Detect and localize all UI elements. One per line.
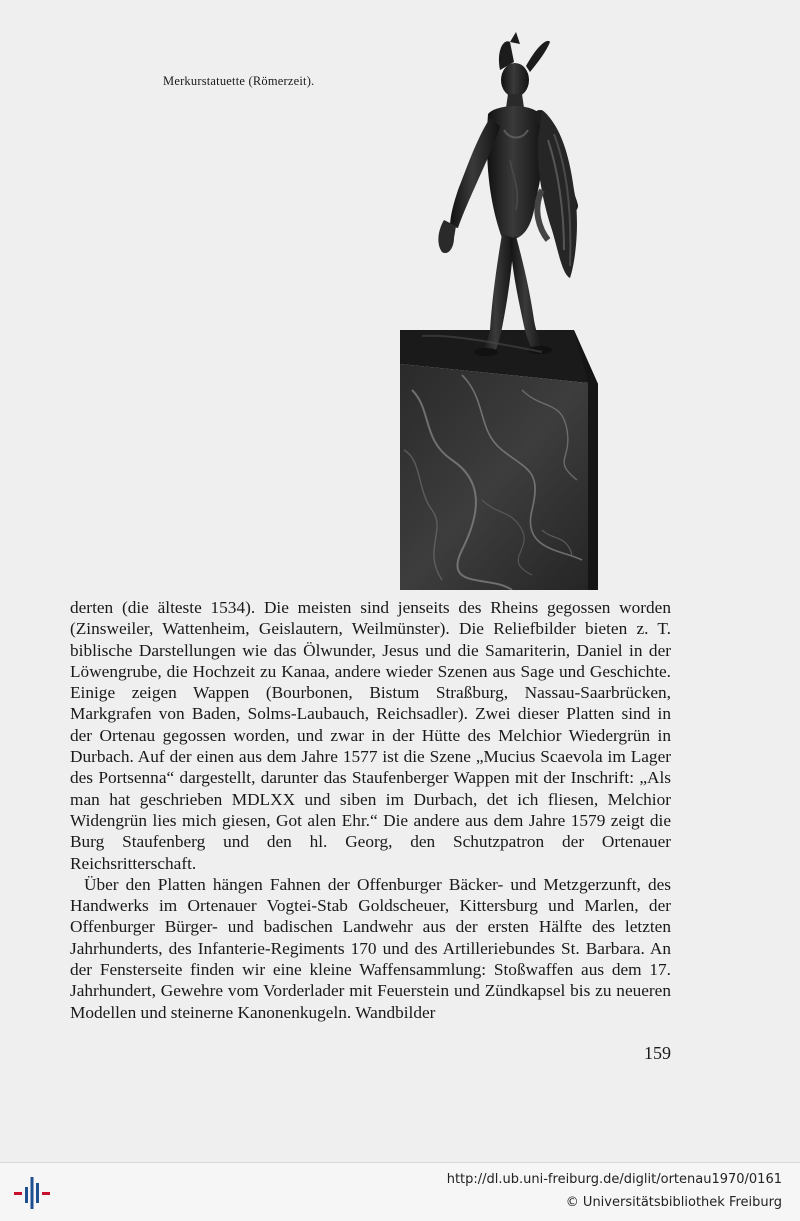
library-footer [0,1162,800,1221]
permalink-url[interactable]: http://dl.ub.uni-freiburg.de/diglit/ortenau1970/0161 [446,1172,782,1187]
university-library-logo-icon [12,1173,52,1213]
figure-caption: Merkurstatuette (Römerzeit). [163,74,315,88]
body-text [70,597,671,1023]
mercury-statuette-photo [392,30,604,590]
page-number: 159 [644,1043,671,1063]
paragraph-2: Über den Platten hängen Fahnen der Offenburger Bäcker- und Metzgerzunft, des Handwerks im Ortenauer Vogtei-Stab Goldscheuer, Kittersburg und Marlen, der Offenburger Bürger- und badischen Landwehr aus der ersten Hälfte des letzten Jahrhunderts, des Infanterie-Regiments 170 und des Artilleriebundes St. Barbara. An der Fensterseite finden wir eine kleine Waffensammlung: Stoßwaffen aus dem 17. Jahrhundert, Gewehre vom Vorderlader mit Feuerstein und Zündkapsel bis zu neueren Modellen und steinerne Kanonenkugeln. Wandbilder [70,874,671,1022]
paragraph-1: derten (die älteste 1534). Die meisten sind jenseits des Rheins gegossen worden (Zinsweiler, Wattenheim, Geislautern, Weilmünster). Die Reliefbilder bieten z. T. biblische Darstellungen wie das Ölwunder, Jesus und die Samariterin, Daniel in der Löwengrube, die Hochzeit zu Kanaa, andere wieder Szenen aus Sage und Geschichte. Einige zeigen Wappen (Bourbonen, Bistum Straßburg, Nassau-Saarbrücken, Markgrafen von Baden, Solms-Laubauch, Reichsadler). Zwei dieser Platten sind in der Ortenau gegossen worden, und zwar in der Hütte des Melchior Wiedergrün in Durbach. Auf der einen aus dem Jahre 1577 ist die Szene „Mucius Scaevola im Lager des Portsenna“ dargestellt, darunter das Staufenberger Wappen mit der Inschrift: „Als man hat geschrieben MDLXX und siben im Durbach, det ich fliesen, Melchior Widengrün lies mich giesen, Got alen Ehr.“ Die andere aus dem Jahre 1579 zeigt die Burg Staufenberg und den hl. Georg, den Schutzpatron der Ortenauer Reichsritterschaft. [70,598,671,873]
copyright-notice: © Universitätsbibliothek Freiburg [565,1195,782,1210]
